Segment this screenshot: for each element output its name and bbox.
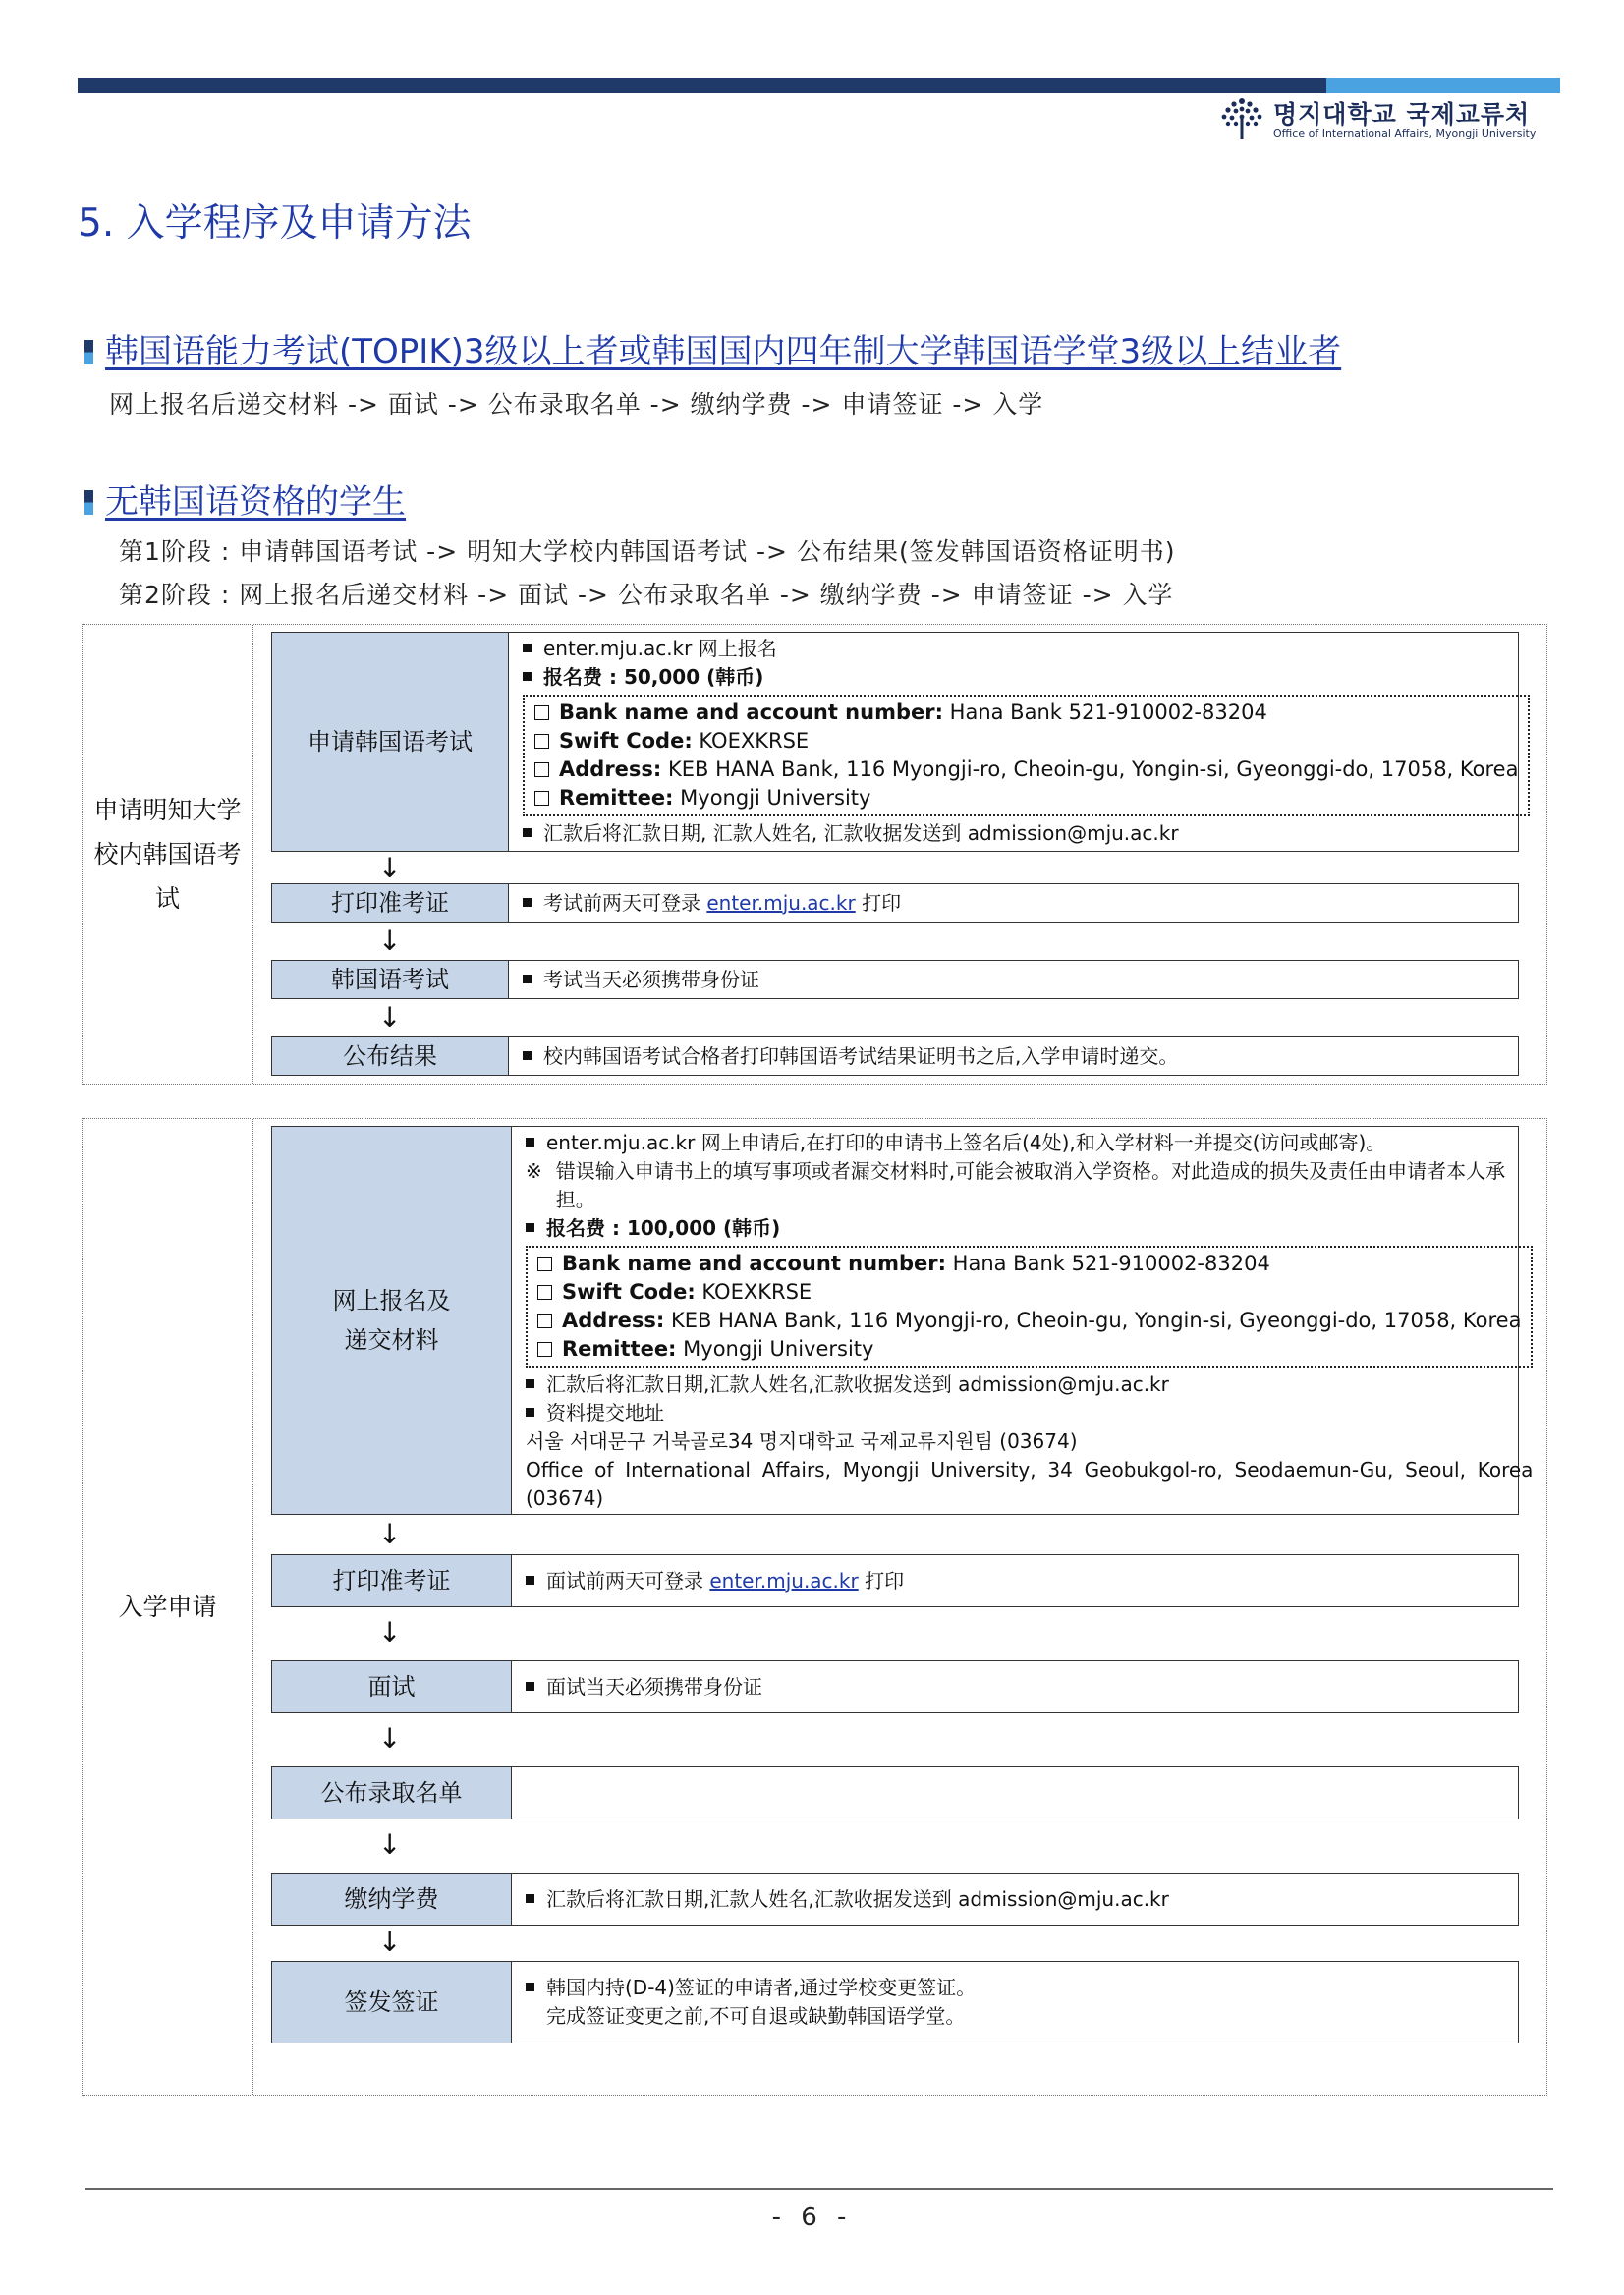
down-arrow-icon: ↓ — [378, 1001, 402, 1034]
checkbox-icon — [537, 1285, 552, 1300]
step-content: 韩国内持(D-4)签证的申请者,通过学校变更签证。 完成签证变更之前,不可自退或缺勤韩国语学堂。 — [512, 1962, 1518, 2043]
down-arrow-icon: ↓ — [378, 1616, 402, 1649]
step-print-interview-ticket — [271, 1554, 1519, 1607]
step-label: 面试 — [272, 1661, 512, 1712]
step-apply-korean-test — [271, 632, 1519, 852]
no-korean-heading-text: 无韩国语资格的学生 — [105, 482, 406, 522]
step-content: 考试前两天可登录 enter.mju.ac.kr 打印 — [509, 884, 1518, 922]
step-content — [512, 1127, 1546, 1514]
page-number: - 6 - — [771, 2203, 853, 2232]
step-result — [271, 1036, 1519, 1076]
logo-name: 명지대학교 국제교류처 — [1273, 100, 1531, 129]
checkbox-icon — [534, 734, 549, 749]
checkbox-icon — [534, 705, 549, 720]
step-content: 面试前两天可登录 enter.mju.ac.kr 打印 — [512, 1555, 1518, 1606]
down-arrow-icon: ↓ — [378, 852, 402, 884]
fee-line: 报名费 : 100,000 (韩币) — [526, 1214, 1533, 1243]
remit-notice-line: 汇款后将汇款日期, 汇款人姓名, 汇款收据发送到 admission@mju.ac.kr — [523, 819, 1530, 848]
step-announce-admission — [271, 1766, 1519, 1819]
enter-link[interactable]: enter.mju.ac.kr — [709, 1568, 859, 1593]
swift-line: Swift Code: KOEXKRSE — [537, 1278, 1521, 1307]
topik-flow: 网上报名后递交材料 -> 面试 -> 公布录取名单 -> 缴纳学费 -> 申请签证 -> 入学 — [109, 390, 1044, 419]
address-korean: 서울 서대문구 거북골로34 명지대학교 국제교류지원팀 (03674) — [526, 1429, 1078, 1453]
checkbox-icon — [537, 1257, 552, 1271]
address-english: Office of International Affairs, Myongji University, 34 Geobukgol-ro, Seodaemun-Gu, Seoul, Korea (03674) — [526, 1458, 1534, 1510]
remittee-line: Remittee: Myongji University — [534, 784, 1518, 812]
down-arrow-icon: ↓ — [378, 1722, 402, 1755]
no-korean-heading — [84, 475, 406, 523]
step-label: 公布结果 — [272, 1037, 509, 1075]
step-content — [512, 1767, 1518, 1819]
section-title: 5. 入学程序及申请方法 — [78, 201, 472, 246]
stage2-flow: 第2阶段 : 网上报名后递交材料 -> 面试 -> 公布录取名单 -> 缴纳学费 -> 申请签证 -> 入学 — [119, 581, 1174, 609]
down-arrow-icon: ↓ — [378, 924, 402, 957]
step-visa — [271, 1961, 1519, 2043]
checkbox-icon — [534, 791, 549, 806]
step-online-apply — [271, 1126, 1534, 1515]
admission-block-label: 入学申请 — [83, 1119, 253, 2095]
bank-line: Bank name and account number: Hana Bank 521-910002-83204 — [537, 1250, 1521, 1278]
checkbox-icon — [537, 1342, 552, 1357]
step-label: 签发签证 — [272, 1962, 512, 2043]
bank-line: Bank name and account number: Hana Bank 521-910002-83204 — [534, 699, 1518, 727]
step-content — [509, 633, 1543, 851]
address-title-line: 资料提交地址 — [526, 1399, 1533, 1427]
logo-subtitle: Office of International Affairs, Myongji University — [1273, 127, 1537, 140]
header-bar-accent — [1326, 78, 1560, 93]
university-logo — [1216, 95, 1560, 140]
step-content: 汇款后将汇款日期,汇款人姓名,汇款收据发送到 admission@mju.ac.kr — [512, 1874, 1518, 1925]
step-korean-exam — [271, 960, 1519, 999]
apply-url-line: enter.mju.ac.kr 网上报名 — [523, 635, 1530, 663]
remit-notice-line: 汇款后将汇款日期,汇款人姓名,汇款收据发送到 admission@mju.ac.kr — [526, 1371, 1533, 1399]
warning-line: ※ 错误输入申请书上的填写事项或者漏交材料时,可能会被取消入学资格。对此造成的损失及责任由申请者本人承担。 — [526, 1159, 1506, 1211]
stage1-flow: 第1阶段 : 申请韩国语考试 -> 明知大学校内韩国语考试 -> 公布结果(签发韩国语资格证明书) — [119, 537, 1176, 566]
topik-heading — [84, 324, 1341, 372]
enter-link[interactable]: enter.mju.ac.kr — [706, 890, 856, 915]
step-label: 缴纳学费 — [272, 1874, 512, 1925]
down-arrow-icon: ↓ — [378, 1926, 402, 1958]
step-pay-tuition — [271, 1873, 1519, 1926]
fee-line: 报名费 : 50,000 (韩币) — [523, 663, 1530, 692]
step-label: 申请韩国语考试 — [272, 633, 509, 851]
checkbox-icon — [534, 762, 549, 777]
down-arrow-icon: ↓ — [378, 1518, 402, 1550]
address-line: Address: KEB HANA Bank, 116 Myongji-ro, Cheoin-gu, Yongin-si, Gyeonggi-do, 17058, Korea — [534, 756, 1518, 784]
step-interview — [271, 1660, 1519, 1713]
apply-url-line: enter.mju.ac.kr 网上申请后,在打印的申请书上签名后(4处),和入学材料一并提交(访问或邮寄)。 — [526, 1129, 1533, 1157]
square-bullet-icon — [84, 340, 93, 364]
checkbox-icon — [537, 1314, 552, 1328]
step-print-ticket — [271, 883, 1519, 923]
swift-line: Swift Code: KOEXKRSE — [534, 727, 1518, 756]
remittee-line: Remittee: Myongji University — [537, 1335, 1521, 1364]
step-label: 公布录取名单 — [272, 1767, 512, 1819]
step-content: 校内韩国语考试合格者打印韩国语考试结果证明书之后,入学申请时递交。 — [509, 1037, 1518, 1075]
square-bullet-icon — [84, 490, 93, 515]
tree-logo-icon — [1216, 95, 1267, 140]
step-label: 打印准考证 — [272, 884, 509, 922]
address-line: Address: KEB HANA Bank, 116 Myongji-ro, Cheoin-gu, Yongin-si, Gyeonggi-do, 17058, Korea — [537, 1307, 1521, 1335]
step-content: 考试当天必须携带身份证 — [509, 961, 1518, 998]
step-label: 韩国语考试 — [272, 961, 509, 998]
step-content: 面试当天必须携带身份证 — [512, 1661, 1518, 1712]
bank-info-box — [526, 1246, 1533, 1368]
bank-info-box — [523, 695, 1530, 816]
step-label: 网上报名及 递交材料 — [272, 1127, 512, 1514]
down-arrow-icon: ↓ — [378, 1828, 402, 1861]
korean-test-block-label: 申请明知大学校内韩国语考试 — [83, 625, 253, 1084]
step-label: 打印准考证 — [272, 1555, 512, 1606]
footer-divider — [85, 2188, 1553, 2190]
topik-heading-text: 韩国语能力考试(TOPIK)3级以上者或韩国国内四年制大学韩国语学堂3级以上结业者 — [105, 332, 1342, 371]
